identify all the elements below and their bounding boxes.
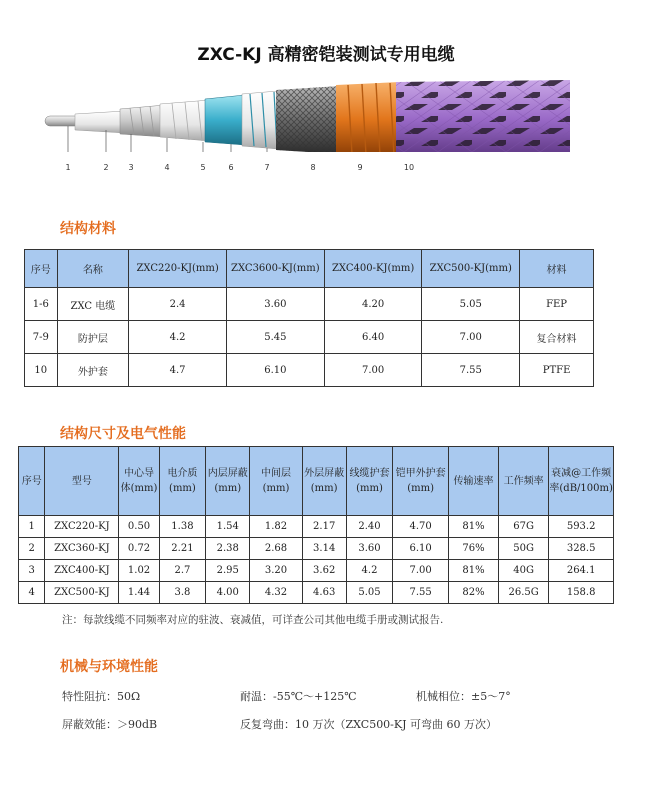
cable-label-5: 5 [200,163,206,172]
cable-label-2: 2 [103,163,109,172]
table-header-cell: ZXC220-KJ(mm) [129,250,227,288]
table-cell: ZXC360-KJ [45,538,119,560]
spec-phase: 机械相位：±5～7° [416,690,511,703]
table-cell: 4.00 [206,582,250,604]
table-cell: 7.00 [422,321,520,354]
table-header-cell: 材料 [520,250,594,288]
table-header-cell: 线缆护套(mm) [346,447,392,516]
cable-label-10: 10 [403,163,415,172]
table-cell: 1.82 [250,516,302,538]
table-cell: 6.40 [324,321,422,354]
cable-label-1: 1 [65,163,71,172]
cable-cross-section-illustration [30,80,570,152]
table-cell: 7.00 [393,560,449,582]
table-header-cell: 中间层(mm) [250,447,302,516]
table-cell: 5.05 [346,582,392,604]
cable-label-8: 8 [310,163,316,172]
spec-shielding: 屏蔽效能：＞90dB [62,718,158,731]
cable-label-9: 9 [357,163,363,172]
table-cell: 1.02 [119,560,160,582]
table-cell: 3.60 [346,538,392,560]
table-cell: PTFE [520,354,594,387]
materials-table [24,249,594,387]
table-header-cell: 衰减@工作频率(dB/100m) [549,447,614,516]
table-cell: 2.68 [250,538,302,560]
spec-impedance: 特性阻抗：50Ω [62,690,141,703]
table-row [19,538,614,560]
table-cell: 6.10 [393,538,449,560]
table-header-row [25,250,594,288]
table-cell: 防护层 [57,321,129,354]
table-cell: 3.20 [250,560,302,582]
table-row [25,354,594,387]
table-cell: 4.20 [324,288,422,321]
cable-label-6: 6 [228,163,234,172]
table-cell: 2.38 [206,538,250,560]
table-cell: 1-6 [25,288,58,321]
table-cell: ZXC400-KJ [45,560,119,582]
table-row [25,321,594,354]
table-cell: 7.00 [324,354,422,387]
page-title: ZXC-KJ 高精密铠装测试专用电缆 [197,45,455,65]
table-cell: 3.60 [226,288,324,321]
cable-label-3: 3 [128,163,134,172]
table-cell: 4.63 [302,582,346,604]
table-row [19,560,614,582]
section-title-dimensions: 结构尺寸及电气性能 [60,426,186,442]
table-cell: 2.21 [159,538,205,560]
table-header-cell: 外层屏蔽(mm) [302,447,346,516]
table-cell: 3.8 [159,582,205,604]
table-cell: 264.1 [549,560,614,582]
table-footnote: 注：每款线缆不同频率对应的驻波、衰减值，可详查公司其他电缆手册或测试报告. [62,614,444,626]
table-cell: 2.7 [159,560,205,582]
table-cell: 0.50 [119,516,160,538]
table-header-cell: 名称 [57,250,129,288]
cable-label-4: 4 [164,163,170,172]
table-cell: 外护套 [57,354,129,387]
table-cell: 50G [499,538,549,560]
table-header-cell: 电介质(mm) [159,447,205,516]
table-cell: FEP [520,288,594,321]
table-header-cell: 内层屏蔽(mm) [206,447,250,516]
table-cell: 1.54 [206,516,250,538]
table-cell: 3.62 [302,560,346,582]
table-cell: 4.2 [129,321,227,354]
section-title-mechanical: 机械与环境性能 [60,659,158,675]
table-cell: 593.2 [549,516,614,538]
table-cell: ZXC500-KJ [45,582,119,604]
table-cell: 76% [449,538,499,560]
table-cell: 1.44 [119,582,160,604]
section-title-materials: 结构材料 [60,221,116,237]
table-cell: 3 [19,560,45,582]
table-cell: 2.40 [346,516,392,538]
spec-bending: 反复弯曲：10 万次（ZXC500-KJ 可弯曲 60 万次） [240,718,498,731]
table-header-cell: 序号 [25,250,58,288]
table-cell: 7.55 [422,354,520,387]
table-cell: 4.70 [393,516,449,538]
table-cell: 5.05 [422,288,520,321]
table-header-cell: 序号 [19,447,45,516]
table-header-cell: 工作频率 [499,447,549,516]
table-cell: 40G [499,560,549,582]
table-cell: 0.72 [119,538,160,560]
table-cell: 4.32 [250,582,302,604]
table-cell: 2 [19,538,45,560]
table-cell: 4.7 [129,354,227,387]
table-row [19,516,614,538]
table-cell: 158.8 [549,582,614,604]
table-cell: 5.45 [226,321,324,354]
table-cell: 2.17 [302,516,346,538]
table-header-cell: ZXC500-KJ(mm) [422,250,520,288]
table-cell: 6.10 [226,354,324,387]
table-cell: 3.14 [302,538,346,560]
table-cell: 67G [499,516,549,538]
table-cell: 10 [25,354,58,387]
table-cell: ZXC220-KJ [45,516,119,538]
table-header-cell: 中心导体(mm) [119,447,160,516]
table-cell: 81% [449,560,499,582]
table-cell: 328.5 [549,538,614,560]
table-row [19,582,614,604]
cable-label-7: 7 [264,163,270,172]
table-cell: 2.4 [129,288,227,321]
table-cell: 复合材料 [520,321,594,354]
table-header-cell: 铠甲外护套(mm) [393,447,449,516]
table-header-row [19,447,614,516]
table-cell: 4.2 [346,560,392,582]
table-header-cell: ZXC400-KJ(mm) [324,250,422,288]
table-cell: 4 [19,582,45,604]
table-cell: 7.55 [393,582,449,604]
table-cell: 1 [19,516,45,538]
table-header-cell: 型号 [45,447,119,516]
table-cell: 1.38 [159,516,205,538]
table-cell: ZXC 电缆 [57,288,129,321]
spec-temperature: 耐温：-55℃～+125℃ [240,690,357,703]
table-header-cell: ZXC3600-KJ(mm) [226,250,324,288]
dimensions-electrical-table [18,446,614,604]
table-cell: 82% [449,582,499,604]
table-cell: 7-9 [25,321,58,354]
table-cell: 2.95 [206,560,250,582]
table-header-cell: 传输速率 [449,447,499,516]
table-cell: 81% [449,516,499,538]
table-row [25,288,594,321]
table-cell: 26.5G [499,582,549,604]
